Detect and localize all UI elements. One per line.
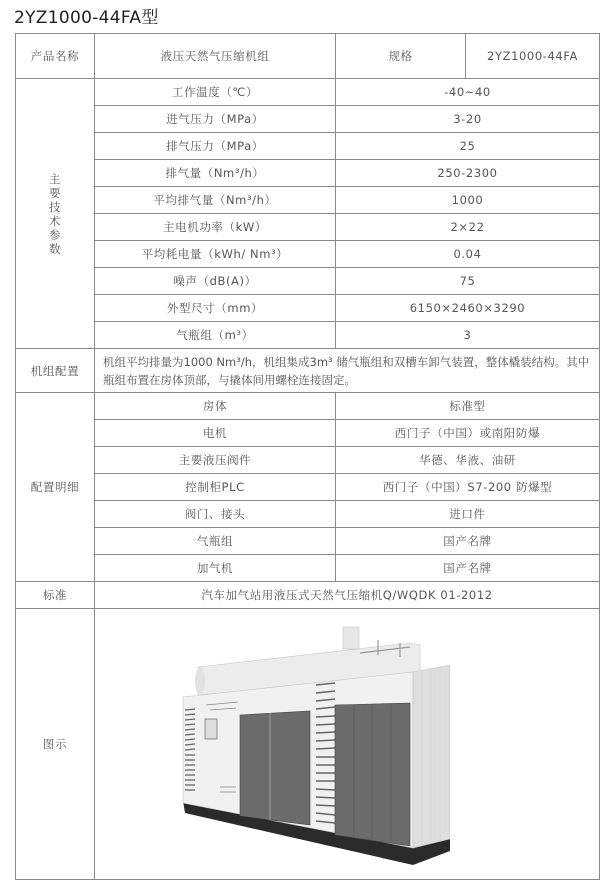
- param-name: 主电机功率（kW）: [95, 214, 336, 241]
- config-details-label: 配置明细: [16, 393, 95, 582]
- unit-config-label: 机组配置: [16, 349, 95, 393]
- param-value: 3: [336, 322, 600, 349]
- table-row: [16, 420, 600, 447]
- param-name: 噪声（dB(A)）: [95, 268, 336, 295]
- spec-label: 规格: [336, 34, 466, 79]
- config-item: 加气机: [95, 555, 336, 582]
- param-name: 平均排气量（Nm³/h）: [95, 187, 336, 214]
- compressor-unit-image: [170, 615, 450, 880]
- standard-row: [16, 582, 600, 609]
- table-row: [16, 528, 600, 555]
- table-row: [16, 106, 600, 133]
- config-value: 国产名牌: [336, 528, 600, 555]
- main-params-label: [16, 79, 95, 349]
- config-item: 电机: [95, 420, 336, 447]
- table-row: [16, 79, 600, 106]
- config-value: 标准型: [336, 393, 600, 420]
- unit-config-row: [16, 349, 600, 393]
- table-row: [16, 501, 600, 528]
- config-value: 华德、华液、油研: [336, 447, 600, 474]
- standard-value: 汽车加气站用液压式天然气压缩机Q/WQDK 01-2012: [95, 582, 600, 609]
- product-name-value: 液压天然气压缩机组: [95, 34, 336, 79]
- table-row: [16, 241, 600, 268]
- unit-config-text: 机组平均排量为1000 Nm³/h，机组集成3m³ 储气瓶组和双槽车卸气装置，整体橇装结构。其中瓶组布置在房体顶部，与撬体间用螺栓连接固定。: [95, 349, 600, 393]
- table-row: [16, 133, 600, 160]
- param-value: -40~40: [336, 79, 600, 106]
- table-row: [16, 268, 600, 295]
- param-name: 进气压力（MPa）: [95, 106, 336, 133]
- param-name: 工作温度（℃）: [95, 79, 336, 106]
- param-value: 250-2300: [336, 160, 600, 187]
- config-value: 进口件: [336, 501, 600, 528]
- param-value: 2×22: [336, 214, 600, 241]
- page-title: 2YZ1000-44FA型: [14, 8, 159, 28]
- table-row: [16, 322, 600, 349]
- param-value: 25: [336, 133, 600, 160]
- table-row: [16, 555, 600, 582]
- standard-label: 标准: [16, 582, 95, 609]
- spec-value: 2YZ1000-44FA: [466, 34, 600, 79]
- table-row: [16, 474, 600, 501]
- param-name: 平均耗电量（kWh/ Nm³）: [95, 241, 336, 268]
- config-value: 西门子（中国）或南阳防爆: [336, 420, 600, 447]
- config-item: 控制柜PLC: [95, 474, 336, 501]
- config-value: 国产名牌: [336, 555, 600, 582]
- param-value: 3-20: [336, 106, 600, 133]
- illustration-label: 图示: [16, 609, 95, 880]
- main-params-label-text: 主要技术参数: [49, 171, 62, 256]
- header-row: [16, 34, 600, 79]
- param-value: 1000: [336, 187, 600, 214]
- param-name: 排气量（Nm³/h）: [95, 160, 336, 187]
- table-row: [16, 295, 600, 322]
- table-row: [16, 447, 600, 474]
- config-item: 主要液压阀件: [95, 447, 336, 474]
- config-item: 阀门、接头: [95, 501, 336, 528]
- param-value: 75: [336, 268, 600, 295]
- config-value: 西门子（中国）S7-200 防爆型: [336, 474, 600, 501]
- param-name: 外型尺寸（mm）: [95, 295, 336, 322]
- param-value: 6150×2460×3290: [336, 295, 600, 322]
- product-name-label: 产品名称: [16, 34, 95, 79]
- table-row: [16, 160, 600, 187]
- table-row: [16, 393, 600, 420]
- param-name: 排气压力（MPa）: [95, 133, 336, 160]
- table-row: [16, 214, 600, 241]
- config-item: 房体: [95, 393, 336, 420]
- config-item: 气瓶组: [95, 528, 336, 555]
- table-row: [16, 187, 600, 214]
- param-name: 气瓶组（m³）: [95, 322, 336, 349]
- param-value: 0.04: [336, 241, 600, 268]
